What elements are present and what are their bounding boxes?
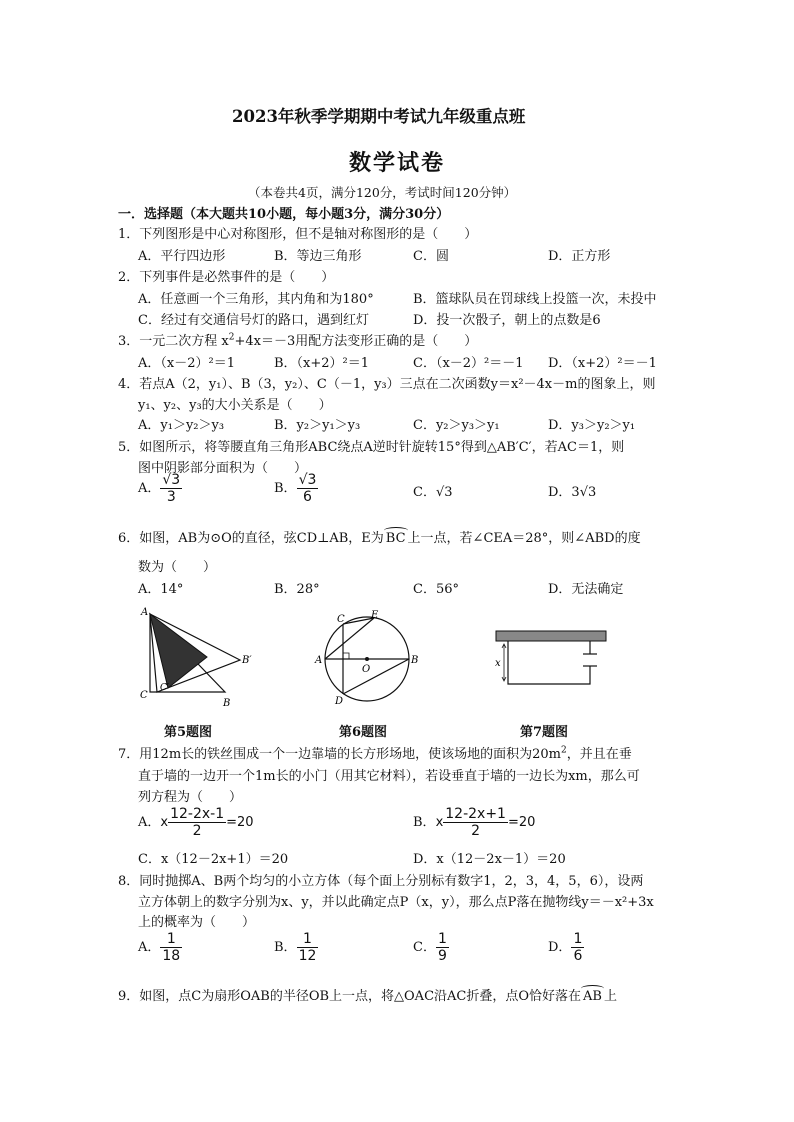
- shaded-region: [150, 614, 207, 688]
- q4-line2: y₁、y₂、y₃的大小关系是（ ）: [138, 398, 332, 413]
- q8-line3: 上的概率为（ ）: [138, 915, 256, 930]
- q5-option-a: A． $\frac{√3}{3}$: [138, 472, 181, 505]
- q7-option-d: D．x（12－2x－1）＝20: [413, 852, 566, 867]
- q6-option-a: A．14°: [138, 582, 184, 597]
- q1-option-a: A．平行四边形: [138, 249, 226, 264]
- q2-option-a: A．任意画一个三角形，其内角和为180°: [138, 292, 374, 307]
- q8-line1: 8．同时抛掷A、B两个均匀的小立方体（每个面上分别标有数字1，2，3，4，5，6），设两: [118, 874, 644, 889]
- q7-line3: 列方程为（ ）: [138, 790, 243, 805]
- q4-line1: 4．若点A（2，y₁）、B（3，y₂）、C（－1，y₃）三点在二次函数y＝x²－4x－m的图象上，则: [118, 377, 656, 392]
- q8-option-d: D． $\frac{1}{6}$: [548, 931, 583, 964]
- paper-subtitle: 数学试卷: [349, 150, 446, 176]
- label-c-prime: C′: [160, 683, 169, 693]
- q1-option-b: B．等边三角形: [274, 249, 362, 264]
- q8-option-b: B． $\frac{1}{12}$: [274, 931, 317, 964]
- q9-line1: 9．如图，点C为扇形OAB的半径OB上一点，将△OAC沿AC折叠，点O恰好落在 AB 上: [118, 985, 617, 1004]
- q6-line2: 数为（ ）: [138, 560, 217, 575]
- q8-option-c: C． $\frac{1}{9}$: [413, 931, 447, 964]
- label-b: B: [223, 698, 231, 709]
- q6-option-b: B．28°: [274, 582, 320, 597]
- q2-option-c: C．经过有交通信号灯的路口，遇到红灯: [138, 313, 369, 328]
- label-d: D: [335, 696, 344, 707]
- q3-option-b: B．（x+2）²＝1: [274, 356, 370, 371]
- label-a: A: [141, 607, 149, 618]
- q7-option-a: A．x $\frac{12-2x-1}{2}$ =20: [138, 806, 254, 839]
- q3-option-a: A．（x－2）²＝1: [138, 356, 235, 371]
- q7-line2: 直于墙的一边开一个1m长的小门（用其它材料），若设垂直于墙的一边长为xm，那么可: [138, 769, 640, 784]
- q7-option-c: C．x（12－2x+1）＝20: [138, 852, 289, 867]
- label-b-prime: B′: [242, 655, 252, 666]
- q1-option-d: D．正方形: [548, 249, 611, 264]
- label-c: C: [140, 690, 148, 701]
- label-x: x: [495, 658, 501, 669]
- exam-title: 2023年秋季学期期中考试九年级重点班: [232, 107, 526, 126]
- q4-option-b: B．y₂＞y₁＞y₃: [274, 418, 361, 433]
- figure-7-caption: 第7题图: [520, 725, 569, 740]
- figure-6-caption: 第6题图: [339, 725, 388, 740]
- q5-option-d: D．3√3: [548, 485, 597, 500]
- q2-stem: 2．下列事件是必然事件的是（ ）: [118, 270, 335, 285]
- q5-line1: 5．如图所示，将等腰直角三角形ABC绕点A逆时针旋转15°得到△AB′C′，若AC＝1，则: [118, 440, 625, 455]
- q4-option-a: A．y₁＞y₂＞y₃: [138, 418, 225, 433]
- q6-line1: 6．如图，AB为⊙O的直径，弦CD⊥AB，E为 BC 上一点，若∠CEA＝28°，则∠ABD的度: [118, 527, 641, 546]
- q5-option-c: C．√3: [413, 485, 453, 500]
- q5-line2: 图中阴影部分面积为（ ）: [138, 461, 308, 476]
- label-b: B: [411, 655, 419, 666]
- q2-option-d: D．投一次骰子，朝上的点数是6: [413, 313, 601, 328]
- label-e: E: [371, 610, 379, 621]
- label-a: A: [315, 655, 323, 666]
- q7-option-b: B．x $\frac{12-2x+1}{2}$ =20: [413, 806, 536, 839]
- q6-option-c: C．56°: [413, 582, 459, 597]
- q2-option-b: B．篮球队员在罚球线上投篮一次，未投中: [413, 292, 657, 307]
- figure-5-rotated-triangle: [135, 602, 270, 710]
- q3-stem: 3．一元二次方程 $x^2+4x=-3$用配方法变形正确的是（ ）: [118, 332, 478, 349]
- q3-option-d: D．（x+2）²＝－1: [548, 356, 657, 371]
- figure-7-fence: [494, 628, 609, 688]
- q5-option-b: B． $\frac{√3}{6}$: [274, 472, 317, 505]
- section-heading: 一．选择题（本大题共10小题，每小题3分，满分30分）: [118, 207, 450, 222]
- q8-line2: 立方体朝上的数字分别为x、y，并以此确定点P（x，y），那么点P落在抛物线y＝－x²+3x: [138, 895, 654, 910]
- q1-stem: 1．下列图形是中心对称图形，但不是轴对称图形的是（ ）: [118, 227, 478, 242]
- figure-6-circle: [310, 608, 425, 708]
- label-c: C: [337, 614, 345, 625]
- q1-option-c: C．圆: [413, 249, 449, 264]
- q4-option-c: C．y₂＞y₃＞y₁: [413, 418, 500, 433]
- label-o: O: [362, 664, 371, 675]
- figure-5-caption: 第5题图: [164, 725, 213, 740]
- q3-option-c: C．（x－2）²＝－1: [413, 356, 524, 371]
- paper-note: （本卷共4页，满分120分，考试时间120分钟）: [248, 185, 517, 200]
- q7-line1: 7．用12m长的铁丝围成一个一边靠墙的长方形场地，使该场地的面积为$20m^2$，并且在垂: [118, 745, 632, 762]
- q6-option-d: D．无法确定: [548, 582, 624, 597]
- q4-option-d: D．y₃＞y₂＞y₁: [548, 418, 636, 433]
- q8-option-a: A． $\frac{1}{18}$: [138, 931, 181, 964]
